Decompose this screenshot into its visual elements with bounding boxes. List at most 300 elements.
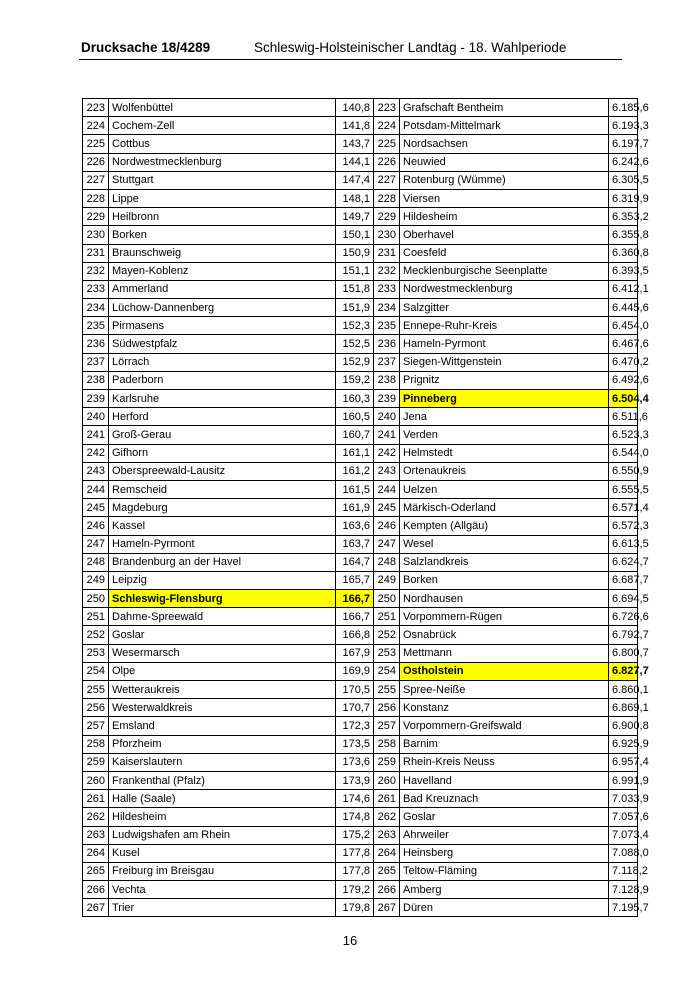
left-value-cell: 174,6 (336, 790, 374, 808)
right-name-cell: Siegen-Wittgenstein (400, 353, 609, 371)
right-value-cell: 6.393,5 (609, 262, 638, 280)
left-name-cell: Cochem-Zell (109, 117, 336, 135)
table-row (83, 626, 638, 644)
left-rank-cell: 245 (83, 499, 109, 517)
left-value-cell: 170,5 (336, 681, 374, 699)
left-value-cell: 161,5 (336, 480, 374, 498)
left-rank-cell: 254 (83, 662, 109, 680)
right-value-cell: 6.454,0 (609, 317, 638, 335)
left-rank-cell: 248 (83, 553, 109, 571)
left-value-cell: 179,2 (336, 881, 374, 899)
left-value-cell: 173,5 (336, 735, 374, 753)
right-rank-cell: 256 (374, 699, 400, 717)
right-value-cell: 6.523,3 (609, 426, 638, 444)
table-row (83, 644, 638, 662)
left-value-cell: 163,6 (336, 517, 374, 535)
table-row (83, 517, 638, 535)
left-rank-cell: 238 (83, 371, 109, 389)
right-value-cell: 7.033,9 (609, 790, 638, 808)
table-row (83, 826, 638, 844)
left-value-cell: 140,8 (336, 99, 374, 117)
table-row (83, 226, 638, 244)
right-name-cell: Nordsachsen (400, 135, 609, 153)
right-name-cell: Spree-Neiße (400, 681, 609, 699)
table-row (83, 735, 638, 753)
right-name-cell: Osnabrück (400, 626, 609, 644)
table-row (83, 135, 638, 153)
right-rank-cell: 260 (374, 771, 400, 789)
right-value-cell: 6.197,7 (609, 135, 638, 153)
table-row (83, 353, 638, 371)
right-value-cell: 6.624,7 (609, 553, 638, 571)
left-value-cell: 149,7 (336, 208, 374, 226)
left-value-cell: 144,1 (336, 153, 374, 171)
right-value-cell: 6.319,9 (609, 189, 638, 207)
right-value-cell: 6.555,5 (609, 480, 638, 498)
right-value-cell: 6.550,9 (609, 462, 638, 480)
left-name-cell: Brandenburg an der Havel (109, 553, 336, 571)
left-value-cell: 163,7 (336, 535, 374, 553)
right-value-cell: 6.412,1 (609, 280, 638, 298)
table-row (83, 499, 638, 517)
right-rank-cell: 258 (374, 735, 400, 753)
left-value-cell: 161,2 (336, 462, 374, 480)
table-row (83, 171, 638, 189)
right-rank-cell: 266 (374, 881, 400, 899)
table-row (83, 480, 638, 498)
right-rank-cell: 231 (374, 244, 400, 262)
right-name-cell: Borken (400, 571, 609, 589)
left-name-cell: Stuttgart (109, 171, 336, 189)
table-row (83, 426, 638, 444)
left-rank-cell: 242 (83, 444, 109, 462)
right-rank-cell: 238 (374, 371, 400, 389)
left-rank-cell: 264 (83, 844, 109, 862)
right-value-cell: 6.360,8 (609, 244, 638, 262)
left-rank-cell: 223 (83, 99, 109, 117)
right-rank-cell: 246 (374, 517, 400, 535)
right-value-cell: 6.827,7 (609, 662, 638, 680)
left-rank-cell: 240 (83, 408, 109, 426)
right-value-cell: 6.470,2 (609, 353, 638, 371)
right-name-cell: Ahrweiler (400, 826, 609, 844)
left-name-cell: Hameln-Pyrmont (109, 535, 336, 553)
left-rank-cell: 236 (83, 335, 109, 353)
right-rank-cell: 257 (374, 717, 400, 735)
left-value-cell: 161,1 (336, 444, 374, 462)
left-rank-cell: 256 (83, 699, 109, 717)
table-row (83, 317, 638, 335)
right-name-cell: Ortenaukreis (400, 462, 609, 480)
right-rank-cell: 240 (374, 408, 400, 426)
table-row (83, 244, 638, 262)
left-value-cell: 173,6 (336, 753, 374, 771)
right-name-cell: Helmstedt (400, 444, 609, 462)
right-name-cell: Hameln-Pyrmont (400, 335, 609, 353)
ranking-table (82, 98, 649, 917)
left-value-cell: 177,8 (336, 844, 374, 862)
left-rank-cell: 259 (83, 753, 109, 771)
table-row (83, 899, 638, 917)
table-row (83, 681, 638, 699)
right-rank-cell: 226 (374, 153, 400, 171)
right-rank-cell: 252 (374, 626, 400, 644)
right-rank-cell: 228 (374, 189, 400, 207)
right-value-cell: 6.792,7 (609, 626, 638, 644)
left-value-cell: 150,1 (336, 226, 374, 244)
table-row (83, 771, 638, 789)
left-name-cell: Olpe (109, 662, 336, 680)
left-rank-cell: 237 (83, 353, 109, 371)
right-name-cell: Rhein-Kreis Neuss (400, 753, 609, 771)
right-rank-cell: 236 (374, 335, 400, 353)
right-rank-cell: 234 (374, 299, 400, 317)
left-name-cell: Magdeburg (109, 499, 336, 517)
right-name-cell: Mecklenburgische Seenplatte (400, 262, 609, 280)
right-value-cell: 6.193,3 (609, 117, 638, 135)
right-name-cell: Salzgitter (400, 299, 609, 317)
left-rank-cell: 224 (83, 117, 109, 135)
table-row (83, 444, 638, 462)
table-row (83, 535, 638, 553)
right-rank-cell: 235 (374, 317, 400, 335)
right-rank-cell: 261 (374, 790, 400, 808)
left-name-cell: Borken (109, 226, 336, 244)
left-name-cell: Freiburg im Breisgau (109, 862, 336, 880)
left-value-cell: 174,8 (336, 808, 374, 826)
left-value-cell: 148,1 (336, 189, 374, 207)
table-row (83, 280, 638, 298)
right-name-cell: Pinneberg (400, 390, 609, 408)
left-name-cell: Pforzheim (109, 735, 336, 753)
right-value-cell: 6.511,6 (609, 408, 638, 426)
right-name-cell: Vorpommern-Greifswald (400, 717, 609, 735)
left-rank-cell: 267 (83, 899, 109, 917)
right-name-cell: Mettmann (400, 644, 609, 662)
left-rank-cell: 230 (83, 226, 109, 244)
left-value-cell: 169,9 (336, 662, 374, 680)
left-rank-cell: 266 (83, 881, 109, 899)
left-rank-cell: 263 (83, 826, 109, 844)
right-name-cell: Düren (400, 899, 609, 917)
left-value-cell: 151,8 (336, 280, 374, 298)
left-rank-cell: 252 (83, 626, 109, 644)
left-rank-cell: 260 (83, 771, 109, 789)
right-value-cell: 6.242,6 (609, 153, 638, 171)
left-name-cell: Cottbus (109, 135, 336, 153)
left-name-cell: Herford (109, 408, 336, 426)
left-value-cell: 164,7 (336, 553, 374, 571)
right-name-cell: Vorpommern-Rügen (400, 608, 609, 626)
table-row (83, 608, 638, 626)
left-rank-cell: 233 (83, 280, 109, 298)
left-name-cell: Kusel (109, 844, 336, 862)
left-name-cell: Lörrach (109, 353, 336, 371)
table-row (83, 408, 638, 426)
left-name-cell: Frankenthal (Pfalz) (109, 771, 336, 789)
right-value-cell: 7.118,2 (609, 862, 638, 880)
right-name-cell: Grafschaft Bentheim (400, 99, 609, 117)
table-row (83, 699, 638, 717)
left-name-cell: Leipzig (109, 571, 336, 589)
left-name-cell: Lüchow-Dannenberg (109, 299, 336, 317)
left-name-cell: Südwestpfalz (109, 335, 336, 353)
right-value-cell: 6.572,3 (609, 517, 638, 535)
left-name-cell: Groß-Gerau (109, 426, 336, 444)
left-value-cell: 166,7 (336, 590, 374, 608)
right-rank-cell: 262 (374, 808, 400, 826)
table-row (83, 753, 638, 771)
right-name-cell: Ennepe-Ruhr-Kreis (400, 317, 609, 335)
left-value-cell: 166,7 (336, 608, 374, 626)
left-name-cell: Karlsruhe (109, 390, 336, 408)
left-rank-cell: 229 (83, 208, 109, 226)
left-value-cell: 160,3 (336, 390, 374, 408)
left-value-cell: 143,7 (336, 135, 374, 153)
left-rank-cell: 227 (83, 171, 109, 189)
left-rank-cell: 249 (83, 571, 109, 589)
table-row (83, 117, 638, 135)
left-name-cell: Lippe (109, 189, 336, 207)
left-value-cell: 166,8 (336, 626, 374, 644)
left-rank-cell: 239 (83, 390, 109, 408)
right-rank-cell: 225 (374, 135, 400, 153)
right-rank-cell: 237 (374, 353, 400, 371)
table-row (83, 390, 638, 408)
left-value-cell: 167,9 (336, 644, 374, 662)
table-row (83, 553, 638, 571)
right-value-cell: 6.860,1 (609, 681, 638, 699)
left-rank-cell: 262 (83, 808, 109, 826)
left-name-cell: Wolfenbüttel (109, 99, 336, 117)
left-value-cell: 160,5 (336, 408, 374, 426)
table-row (83, 208, 638, 226)
right-rank-cell: 253 (374, 644, 400, 662)
right-rank-cell: 255 (374, 681, 400, 699)
left-rank-cell: 258 (83, 735, 109, 753)
right-name-cell: Amberg (400, 881, 609, 899)
left-name-cell: Ammerland (109, 280, 336, 298)
right-rank-cell: 250 (374, 590, 400, 608)
left-rank-cell: 244 (83, 480, 109, 498)
left-rank-cell: 228 (83, 189, 109, 207)
right-name-cell: Uelzen (400, 480, 609, 498)
left-value-cell: 165,7 (336, 571, 374, 589)
left-name-cell: Halle (Saale) (109, 790, 336, 808)
left-name-cell: Dahme-Spreewald (109, 608, 336, 626)
left-name-cell: Emsland (109, 717, 336, 735)
right-name-cell: Teltow-Fläming (400, 862, 609, 880)
left-name-cell: Schleswig-Flensburg (109, 590, 336, 608)
left-value-cell: 141,8 (336, 117, 374, 135)
table-row (83, 189, 638, 207)
right-name-cell: Konstanz (400, 699, 609, 717)
left-rank-cell: 232 (83, 262, 109, 280)
right-value-cell: 7.195,7 (609, 899, 638, 917)
table-row (83, 99, 638, 117)
left-rank-cell: 257 (83, 717, 109, 735)
right-rank-cell: 241 (374, 426, 400, 444)
table-row (83, 262, 638, 280)
right-rank-cell: 224 (374, 117, 400, 135)
right-value-cell: 6.445,6 (609, 299, 638, 317)
left-value-cell: 172,3 (336, 717, 374, 735)
left-name-cell: Goslar (109, 626, 336, 644)
left-name-cell: Gifhorn (109, 444, 336, 462)
right-name-cell: Wesel (400, 535, 609, 553)
left-rank-cell: 231 (83, 244, 109, 262)
left-name-cell: Trier (109, 899, 336, 917)
right-rank-cell: 229 (374, 208, 400, 226)
right-value-cell: 6.353,2 (609, 208, 638, 226)
left-value-cell: 151,1 (336, 262, 374, 280)
right-rank-cell: 248 (374, 553, 400, 571)
left-value-cell: 150,9 (336, 244, 374, 262)
right-name-cell: Havelland (400, 771, 609, 789)
table-row (83, 371, 638, 389)
left-name-cell: Hildesheim (109, 808, 336, 826)
right-value-cell: 6.544,0 (609, 444, 638, 462)
left-value-cell: 170,7 (336, 699, 374, 717)
left-value-cell: 151,9 (336, 299, 374, 317)
left-name-cell: Paderborn (109, 371, 336, 389)
left-name-cell: Kaiserslautern (109, 753, 336, 771)
right-value-cell: 6.900,8 (609, 717, 638, 735)
left-value-cell: 175,2 (336, 826, 374, 844)
right-rank-cell: 254 (374, 662, 400, 680)
left-value-cell: 177,8 (336, 862, 374, 880)
left-name-cell: Mayen-Koblenz (109, 262, 336, 280)
left-name-cell: Oberspreewald-Lausitz (109, 462, 336, 480)
right-rank-cell: 251 (374, 608, 400, 626)
table-row (83, 462, 638, 480)
left-name-cell: Ludwigshafen am Rhein (109, 826, 336, 844)
left-name-cell: Pirmasens (109, 317, 336, 335)
left-rank-cell: 241 (83, 426, 109, 444)
table-row (83, 299, 638, 317)
right-value-cell: 6.957,4 (609, 753, 638, 771)
left-name-cell: Nordwestmecklenburg (109, 153, 336, 171)
table-row (83, 662, 638, 680)
right-name-cell: Heinsberg (400, 844, 609, 862)
left-name-cell: Remscheid (109, 480, 336, 498)
right-value-cell: 6.726,6 (609, 608, 638, 626)
right-rank-cell: 227 (374, 171, 400, 189)
left-rank-cell: 226 (83, 153, 109, 171)
left-rank-cell: 253 (83, 644, 109, 662)
right-value-cell: 6.687,7 (609, 571, 638, 589)
left-name-cell: Wetteraukreis (109, 681, 336, 699)
right-rank-cell: 230 (374, 226, 400, 244)
right-value-cell: 7.073,4 (609, 826, 638, 844)
ranking-table-body (83, 99, 649, 917)
right-name-cell: Prignitz (400, 371, 609, 389)
right-value-cell: 7.128,9 (609, 881, 638, 899)
page-number: 16 (342, 933, 358, 948)
page-header (79, 39, 622, 60)
right-rank-cell: 233 (374, 280, 400, 298)
right-name-cell: Viersen (400, 189, 609, 207)
left-rank-cell: 261 (83, 790, 109, 808)
table-row (83, 590, 638, 608)
table-row (83, 717, 638, 735)
left-rank-cell: 250 (83, 590, 109, 608)
right-rank-cell: 264 (374, 844, 400, 862)
right-rank-cell: 243 (374, 462, 400, 480)
left-rank-cell: 225 (83, 135, 109, 153)
document-title: Schleswig-Holsteinischer Landtag - 18. Wahlperiode (254, 40, 567, 55)
left-name-cell: Westerwaldkreis (109, 699, 336, 717)
right-value-cell: 7.088,0 (609, 844, 638, 862)
right-name-cell: Verden (400, 426, 609, 444)
right-rank-cell: 223 (374, 99, 400, 117)
right-rank-cell: 249 (374, 571, 400, 589)
left-name-cell: Braunschweig (109, 244, 336, 262)
left-rank-cell: 235 (83, 317, 109, 335)
right-value-cell: 6.800,7 (609, 644, 638, 662)
right-value-cell: 6.571,4 (609, 499, 638, 517)
right-value-cell: 6.694,5 (609, 590, 638, 608)
left-value-cell: 160,7 (336, 426, 374, 444)
right-value-cell: 6.613,5 (609, 535, 638, 553)
right-name-cell: Nordhausen (400, 590, 609, 608)
document-number: Drucksache 18/4289 (81, 40, 211, 55)
right-rank-cell: 247 (374, 535, 400, 553)
right-name-cell: Oberhavel (400, 226, 609, 244)
right-rank-cell: 263 (374, 826, 400, 844)
left-rank-cell: 247 (83, 535, 109, 553)
right-rank-cell: 259 (374, 753, 400, 771)
right-name-cell: Salzlandkreis (400, 553, 609, 571)
right-name-cell: Nordwestmecklenburg (400, 280, 609, 298)
right-name-cell: Märkisch-Oderland (400, 499, 609, 517)
left-rank-cell: 246 (83, 517, 109, 535)
right-name-cell: Barnim (400, 735, 609, 753)
table-row (83, 790, 638, 808)
left-name-cell: Wesermarsch (109, 644, 336, 662)
right-name-cell: Potsdam-Mittelmark (400, 117, 609, 135)
left-rank-cell: 243 (83, 462, 109, 480)
right-value-cell: 6.504,4 (609, 390, 638, 408)
left-value-cell: 159,2 (336, 371, 374, 389)
table-row (83, 862, 638, 880)
left-value-cell: 152,3 (336, 317, 374, 335)
right-value-cell: 7.057,6 (609, 808, 638, 826)
right-value-cell: 6.305,5 (609, 171, 638, 189)
right-rank-cell: 265 (374, 862, 400, 880)
right-value-cell: 6.925,9 (609, 735, 638, 753)
table-row (83, 881, 638, 899)
right-name-cell: Bad Kreuznach (400, 790, 609, 808)
right-rank-cell: 267 (374, 899, 400, 917)
right-name-cell: Ostholstein (400, 662, 609, 680)
table-row (83, 335, 638, 353)
left-value-cell: 173,9 (336, 771, 374, 789)
right-rank-cell: 242 (374, 444, 400, 462)
right-rank-cell: 232 (374, 262, 400, 280)
left-rank-cell: 255 (83, 681, 109, 699)
left-value-cell: 161,9 (336, 499, 374, 517)
right-value-cell: 6.869,1 (609, 699, 638, 717)
table-row (83, 571, 638, 589)
right-value-cell: 6.991,9 (609, 771, 638, 789)
left-name-cell: Kassel (109, 517, 336, 535)
left-value-cell: 152,5 (336, 335, 374, 353)
left-name-cell: Heilbronn (109, 208, 336, 226)
right-name-cell: Coesfeld (400, 244, 609, 262)
left-rank-cell: 234 (83, 299, 109, 317)
right-rank-cell: 245 (374, 499, 400, 517)
